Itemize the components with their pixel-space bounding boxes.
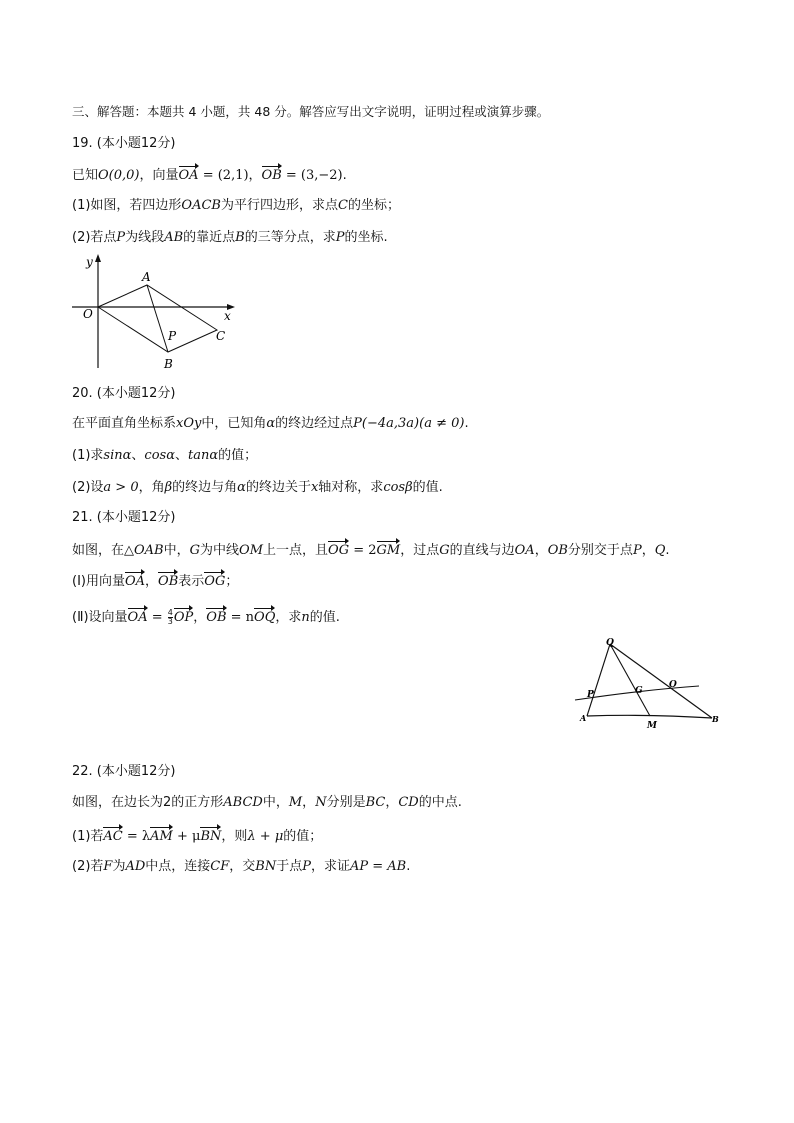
text: (2)设 [72,480,104,495]
text: . [665,543,670,558]
math: C [337,198,348,213]
math: G [189,543,201,558]
label-p: P [587,690,594,700]
label-c: C [216,329,226,343]
label-a: A [142,270,151,284]
q22-title: 22. (本小题12分) [72,764,176,779]
text: ， [302,795,316,810]
text: 分别是 [326,795,366,810]
text: 的三等分点，求 [244,230,336,245]
text: 在平面直角坐标系 [72,416,177,431]
side-qa [587,644,610,716]
math: O(0,0) [98,168,140,183]
q22-statement [72,795,462,811]
text: 的靠近点 [183,230,236,245]
text: 、 [174,448,188,463]
q19-given [72,166,347,184]
y-axis-arrow [95,254,101,262]
text: (Ⅰ)用向量 [72,574,125,589]
q22-part1 [72,827,322,845]
vector-op: OP [173,610,194,625]
math: CF [210,859,230,874]
label-o: O [669,680,677,690]
text: . [406,859,411,874]
text: 分别交于点 [567,543,633,558]
text: ，角 [138,480,165,495]
text: ，求证 [310,859,350,874]
numerator: 4 [167,608,173,617]
text: 为平行四边形，求点 [220,198,338,213]
text: 的中点. [418,795,462,810]
vector-ac: AC [103,829,123,844]
math: OM [239,543,264,558]
text: 的值. [412,480,443,495]
side-qb [610,644,712,718]
math: α [266,416,276,431]
text: 的值； [218,448,258,463]
q21-part1 [72,572,238,590]
text: (2)若 [72,859,104,874]
q19-part2 [72,230,388,246]
text: ，过点 [400,543,440,558]
math: ABCD [223,795,263,810]
label-y: y [86,255,93,269]
math: + μ [172,829,201,844]
label-p: P [168,329,177,343]
math: = [147,610,167,625]
q21-title: 21. (本小题12分) [72,510,176,525]
math: x [310,480,319,495]
text: 中点，连接 [145,859,211,874]
math: P [632,543,642,558]
vector-oq: OQ [254,610,276,625]
vector-oa: OA [124,574,146,589]
text: ， [145,574,159,589]
text: 的终边关于 [245,480,311,495]
q21-statement [72,541,670,559]
text: 轴对称，求 [318,480,384,495]
math: β [164,480,173,495]
text: (2)若点 [72,230,117,245]
math: OB [547,543,568,558]
math: sinα [103,448,132,463]
math: P [116,230,126,245]
text: 于点 [276,859,303,874]
math: CD [398,795,419,810]
math: α [237,480,246,495]
q21-part2 [72,608,340,626]
q20-part2 [72,480,443,496]
text: ，向量 [139,168,179,183]
text: 的值； [283,829,323,844]
text: 为 [112,859,126,874]
vector-bn: BN [200,829,222,844]
text: (1)若 [72,829,104,844]
text: (Ⅱ)设向量 [72,610,128,625]
denominator: 3 [167,617,173,626]
fraction-4-3 [168,609,173,626]
math: tanα [188,448,219,463]
math: AB [164,230,184,245]
math: Q [654,543,666,558]
text: (1)求 [72,448,104,463]
math: G [439,543,450,558]
math: cosα [144,448,175,463]
math: cosβ [383,480,413,495]
label-a: A [580,713,587,723]
math: λ + μ [247,829,284,844]
math: AP = AB [350,859,407,874]
text: ，则 [221,829,248,844]
text: 为线段 [125,230,165,245]
text: . [342,168,347,183]
vector-og: OG [328,543,350,558]
math: = (3,−2) [281,168,343,183]
text: 上一点，且 [263,543,329,558]
text: 为中线 [200,543,240,558]
section-header: 三、解答题：本题共 4 小题，共 48 分。解答应写出文字说明，证明过程或演算步骤。 [72,104,550,119]
math: BN [255,859,277,874]
text: 的直线与边 [449,543,515,558]
math: AD [125,859,146,874]
q20-statement [72,416,469,432]
math: △OAB [124,543,164,558]
text: (1)如图，若四边形 [72,198,182,213]
text: ，交 [229,859,256,874]
text: . [464,416,469,431]
vector-oa: OA [178,168,199,183]
label-o: O [83,307,93,321]
text: 、 [131,448,145,463]
vector-ob: OB [158,574,179,589]
text: ， [641,543,655,558]
text: ， [385,795,399,810]
q21-figure [572,636,732,732]
text: ，求 [275,610,302,625]
text: 的终边与角 [172,480,238,495]
text: 已知 [72,168,99,183]
math: xOy [176,416,202,431]
math: OA [514,543,535,558]
label-b: B [164,357,173,371]
math: a > 0 [103,480,139,495]
text: 的值. [309,610,340,625]
label-x: x [224,309,231,323]
q19-title: 19. (本小题12分) [72,136,176,151]
text: 的坐标； [347,198,400,213]
math: P [335,230,345,245]
q22-part2 [72,859,410,875]
math: F [103,859,113,874]
math: N [315,795,327,810]
text: ， [193,610,207,625]
q19-part1 [72,198,400,214]
q20-part1 [72,448,257,464]
math: OACB [181,198,221,213]
text: 中， [262,795,289,810]
label-g: G [635,686,643,696]
text: 的终边经过点 [275,416,354,431]
vector-ob: OB [261,168,282,183]
median-qm [610,644,650,716]
vector-og: OG [204,574,226,589]
math: B [235,230,245,245]
label-b: B [712,714,719,724]
text: 如图，在 [72,543,125,558]
math: = 2 [349,543,377,558]
text: ； [225,574,239,589]
label-q: Q [606,638,614,648]
text: 表示 [178,574,205,589]
math: = (2,1)， [198,168,262,183]
math: P [302,859,311,874]
math: M [288,795,303,810]
vector-am: AM [150,829,173,844]
text: ， [534,543,548,558]
vector-gm: GM [376,543,401,558]
text: 如图，在边长为2的正方形 [72,795,224,810]
math: = λ [122,829,151,844]
text: 中， [163,543,190,558]
text: 的坐标. [344,230,388,245]
segment-ab [147,285,168,352]
text: 中，已知角 [201,416,267,431]
math: = n [226,610,255,625]
label-m: M [647,721,657,731]
vector-ob: OB [206,610,227,625]
vector-oa: OA [127,610,148,625]
math: n [301,610,310,625]
q19-figure [70,252,245,374]
math: P(−4a,3a)(a ≠ 0) [353,416,465,431]
q20-title: 20. (本小题12分) [72,386,176,401]
math: BC [365,795,386,810]
